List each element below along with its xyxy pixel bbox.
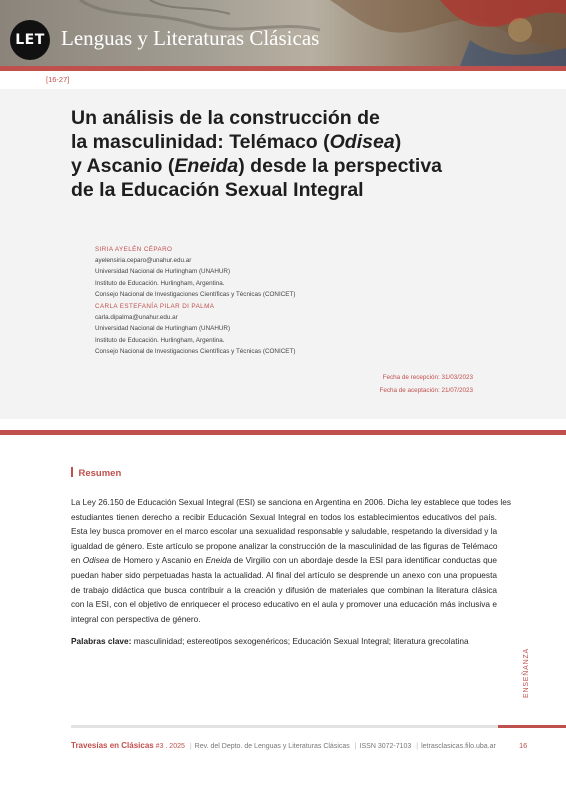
footer-rule	[71, 725, 498, 728]
author-1	[95, 244, 295, 300]
article-dates	[380, 371, 473, 397]
abstract-line: integral con perspectiva de género.	[71, 613, 201, 624]
page-range: [16-27]	[46, 75, 70, 84]
abstract-line: puedan haber sido perpetuadas hasta la actualidad. Al final del artículo se desprende un anexo con una propuesta	[71, 569, 497, 580]
page-footer	[71, 741, 496, 750]
author-affiliation: Universidad Nacional de Hurlingham (UNAHUR)	[95, 325, 231, 333]
footer-separator: |	[354, 743, 357, 750]
author-affiliation: Universidad Nacional de Hurlingham (UNAHUR)	[95, 268, 231, 276]
author-affiliation: Consejo Nacional de Investigaciones Científicas y Técnicas (CONICET)	[95, 290, 296, 298]
title-line-2: la masculinidad: Telémaco (Odisea)	[71, 131, 402, 153]
section-heading	[71, 467, 121, 479]
footer-accent-rule	[498, 725, 566, 728]
journal-logo: LET	[10, 20, 50, 60]
section-side-label: ENSEÑANZA	[523, 648, 530, 698]
section-divider	[0, 430, 566, 435]
footer-journal: Travesías en Clásicas	[71, 741, 154, 750]
footer-issue: #3 . 2025	[153, 743, 185, 750]
footer-issn: ISSN 3072-7103	[359, 743, 412, 750]
abstract-line: Esta ley busca promover en el marco escolar una sexualidad responsable y saludable, respetando la diversidad y la	[71, 526, 498, 537]
author-affiliation: Instituto de Educación. Hurlingham, Argentina.	[95, 336, 225, 344]
abstract-line: de trabajo didáctica que busca contribuir a la creación y difusión de materiales que combinan la literatura clásica	[71, 584, 497, 595]
abstract-text	[71, 495, 512, 626]
abstract-line: estudiantes tienen derecho a recibir Educación Sexual Integral en todos los establecimientos educativos del país.	[71, 511, 497, 522]
title-line-1: Un análisis de la construcción de	[71, 107, 380, 129]
page-number: 16	[519, 741, 528, 750]
author-email[interactable]: carla.dipalma@unahur.edu.ar	[95, 314, 178, 322]
heading-bar	[71, 467, 73, 477]
footer-url[interactable]: letrasclasicas.filo.uba.ar	[421, 743, 496, 750]
footer-separator: |	[416, 743, 419, 750]
section-title: Resumen	[78, 468, 122, 479]
accepted-date: Fecha de aceptación: 21/07/2023	[379, 387, 473, 394]
author-email[interactable]: ayelensiria.ceparo@unahur.edu.ar	[95, 257, 192, 265]
abstract-line: en Odisea de Homero y Ascanio en Eneida de Virgilio con un abordaje desde la ESI para identificar conductas que	[71, 555, 497, 566]
author-block	[95, 244, 295, 357]
journal-name: Lenguas y Literaturas Clásicas	[61, 26, 320, 50]
received-date: Fecha de recepción: 31/03/2023	[382, 374, 473, 381]
header-accent-bar	[0, 66, 566, 71]
keywords	[71, 636, 501, 646]
author-name: CARLA ESTEFANÍA PILAR DI PALMA	[95, 303, 215, 311]
journal-header	[0, 0, 566, 66]
abstract-line: La Ley 26.150 de Educación Sexual Integral (ESI) se sanciona en Argentina en 2006. Dicha ley establece que todes les	[71, 497, 512, 507]
article-title	[71, 106, 511, 202]
title-line-3: y Ascanio (Eneida) desde la perspectiva	[71, 155, 443, 177]
abstract-line: igualdad de género. Este artículo se propone analizar la construcción de la masculinidad de las figuras de Telémaco	[71, 540, 498, 551]
title-line-4: de la Educación Sexual Integral	[71, 179, 364, 201]
footer-rev: Rev. del Depto. de Lenguas y Literaturas Clásicas	[194, 743, 350, 750]
keywords-text: masculinidad; estereotipos sexogenéricos; Educación Sexual Integral; literatura grecolatina	[131, 636, 469, 646]
author-affiliation: Consejo Nacional de Investigaciones Científicas y Técnicas (CONICET)	[95, 347, 296, 355]
author-affiliation: Instituto de Educación. Hurlingham, Argentina.	[95, 279, 225, 287]
footer-separator: |	[189, 743, 192, 750]
abstract-line: con la ESI, con el objetivo de enriquecer el proceso educativo en el aula y promover una educación más inclusiva e	[71, 599, 497, 610]
keywords-label: Palabras clave:	[71, 636, 132, 646]
author-2	[95, 301, 295, 357]
author-name: SIRIA AYELÉN CÉPARO	[95, 246, 173, 253]
